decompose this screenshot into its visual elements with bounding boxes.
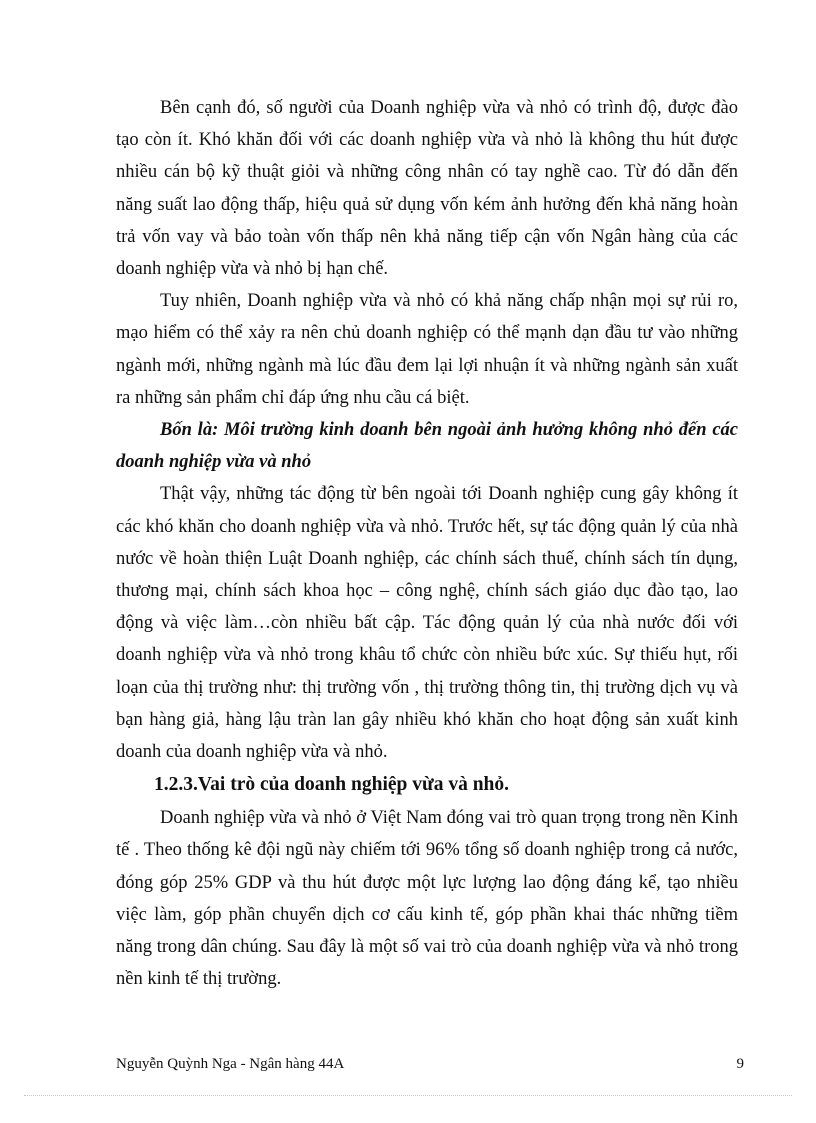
footer-divider xyxy=(24,1095,792,1096)
section-heading: 1.2.3.Vai trò của doanh nghiệp vừa và nhỏ. xyxy=(154,774,510,796)
body-text xyxy=(116,92,738,995)
paragraph-risk-acceptance: Tuy nhiên, Doanh nghiệp vừa và nhỏ có khả năng chấp nhận mọi sự rủi ro, mạo hiểm có thể xảy ra nên chủ doanh nghiệp có thể mạnh dạn đầu tư vào những ngành mới, những ngành mà lúc đầu đem lại lợi nhuận ít và những ngành sản xuất ra những sản phẩm chỉ đáp ứng nhu cầu cá biệt. xyxy=(116,291,738,408)
footer-author: Nguyễn Quỳnh Nga - Ngân hàng 44A xyxy=(116,1056,345,1072)
paragraph-external-impact: Thật vậy, những tác động từ bên ngoài tới Doanh nghiệp cung gây không ít các khó khăn cho doanh nghiệp vừa và nhỏ. Trước hết, sự tác động quản lý của nhà nước về hoàn thiện Luật Doanh nghiệp, các chính sách thuế, chính sách tín dụng, thương mại, chính sách khoa học – công nghệ, chính sách giáo dục đào tạo, lao động và việc làm…còn nhiều bất cập. Tác động quản lý của nhà nước đối với doanh nghiệp vừa và nhỏ trong khâu tổ chức còn nhiều bức xúc. Sự thiếu hụt, rối loạn của thị trường như: thị trường vốn , thị trường thông tin, thị trường dịch vụ và bạn hàng giả, hàng lậu tràn lan gây nhiều khó khăn cho hoạt động sản xuất kinh doanh của doanh nghiệp vừa và nhỏ. xyxy=(116,484,738,763)
paragraph-role: Doanh nghiệp vừa và nhỏ ở Việt Nam đóng vai trò quan trọng trong nền Kinh tế . Theo thống kê đội ngũ này chiếm tới 96% tổng số doanh nghiệp trong cả nước, đóng góp 25% GDP và thu hút được một lực lượng lao động đáng kể, tạo nhiều việc làm, góp phần chuyển dịch cơ cấu kinh tế, góp phần khai thác những tiềm năng trong dân chúng. Sau đây là một số vai trò của doanh nghiệp vừa và nhỏ trong nền kinh tế thị trường. xyxy=(116,808,738,990)
paragraph-staff-qualification: Bên cạnh đó, số người của Doanh nghiệp vừa và nhỏ có trình độ, được đào tạo còn ít. Khó khăn đối với các doanh nghiệp vừa và nhỏ là không thu hút được nhiều cán bộ kỹ thuật giỏi và những công nhân có tay nghề cao. Từ đó dẫn đến năng suất lao động thấp, hiệu quả sử dụng vốn kém ảnh hưởng đến khả năng hoàn trả vốn vay và bảo toàn vốn thấp nên khả năng tiếp cận vốn Ngân hàng của các doanh nghiệp vừa và nhỏ bị hạn chế. xyxy=(116,98,738,280)
page-number: 9 xyxy=(736,1056,744,1072)
subheading-business-environment: Bốn là: Môi trường kinh doanh bên ngoài ảnh hưởng không nhỏ đến các doanh nghiệp vừa và nhỏ xyxy=(116,420,738,473)
